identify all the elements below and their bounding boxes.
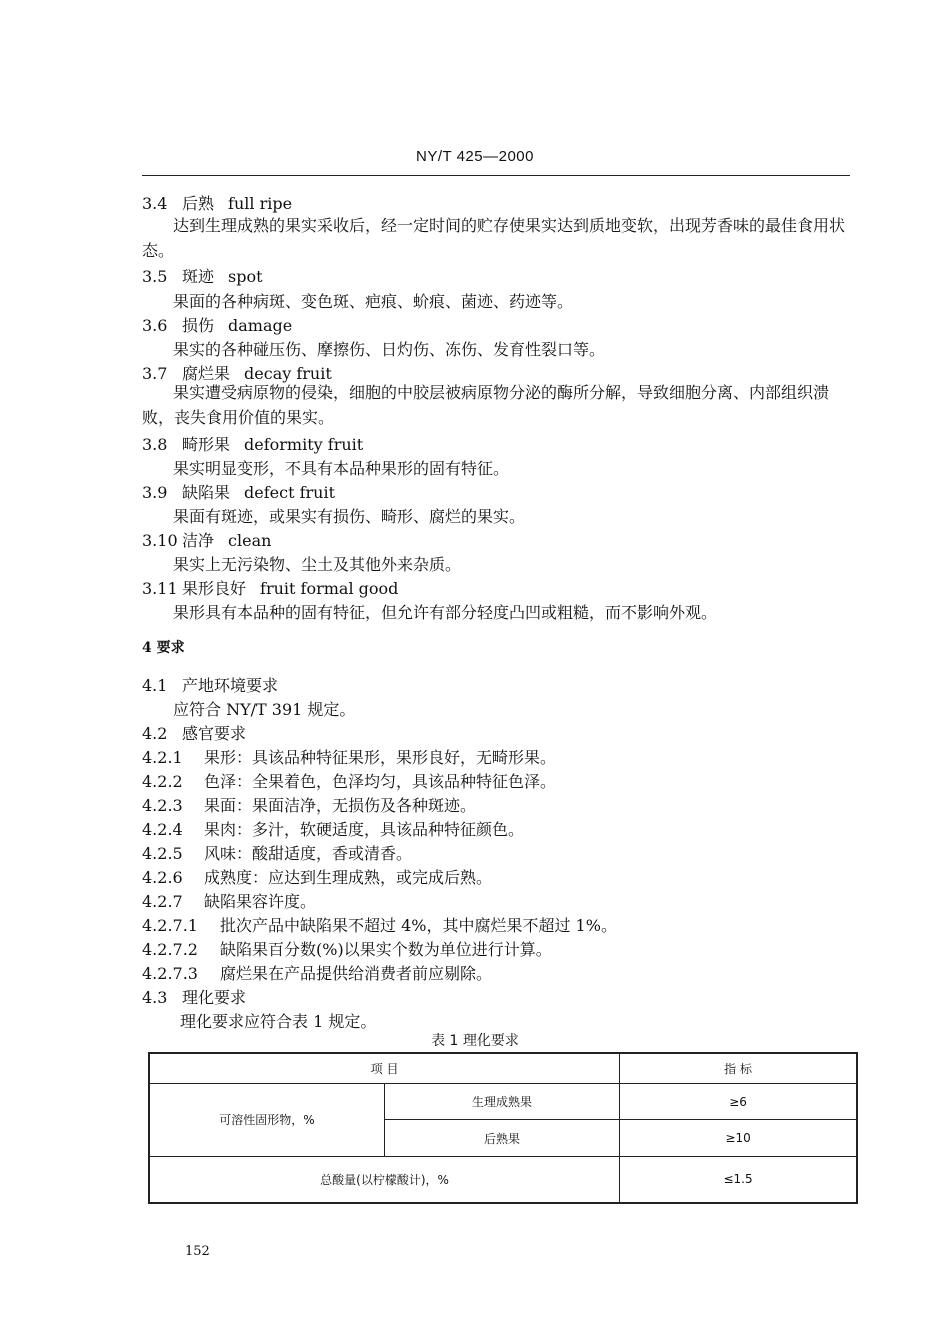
term-english: fruit formal good [260,579,399,598]
table-header-row [149,1053,857,1083]
clause-number: 4.2.7.3 [142,964,198,983]
term-definition-3-9: 果面有斑迹，或果实有损伤、畸形、腐烂的果实。 [173,507,526,526]
clause-number: 4.2.7.2 [142,940,198,959]
term-heading-3-6 [142,313,292,336]
clause-4-3-heading [142,985,246,1008]
term-heading-3-8 [142,432,363,455]
clause-text: 色泽：全果着色，色泽均匀，具该品种特征色泽。 [204,772,557,791]
clause-text: 风味：酸甜适度，香或清香。 [204,844,413,863]
clause-text: 缺陷果百分数(%)以果实个数为单位进行计算。 [220,940,552,959]
term-definition-3-5: 果面的各种病斑、变色斑、疤痕、蚧痕、菌迹、药迹等。 [173,292,574,311]
clause-number: 4.2.1 [142,748,183,767]
term-heading-3-9 [142,480,335,503]
clause-4-2-2 [142,769,556,792]
term-english: deformity fruit [244,435,364,454]
header-index-cell: 指 标 [620,1053,857,1083]
term-heading-3-11 [142,576,398,599]
table-row [149,1083,857,1119]
term-definition-3-8: 果实明显变形，不具有本品种果形的固有特征。 [173,459,510,478]
clause-4-2-7-3 [142,961,492,984]
clause-text: 成熟度：应达到生理成熟，或完成后熟。 [204,868,493,887]
clause-4-1-body: 应符合 NY/T 391 规定。 [173,700,356,719]
clause-4-2-3 [142,793,476,816]
term-chinese: 后熟 [182,194,215,213]
clause-text: 批次产品中缺陷果不超过 4%，其中腐烂果不超过 1%。 [220,916,617,935]
after-ripening-cell: 后熟果 [384,1120,619,1156]
term-heading-3-4 [142,191,292,214]
term-chinese: 损伤 [182,316,215,335]
term-chinese: 果形良好 [182,579,247,598]
clause-text: 缺陷果容许度。 [204,892,317,911]
clause-number: 4.2 [142,724,168,743]
clause-number: 4.3 [142,988,168,1007]
term-english: full ripe [228,194,293,213]
clause-number: 4.2.7 [142,892,183,911]
clause-4-2-6 [142,865,492,888]
term-chinese: 斑迹 [182,267,215,286]
section-4-title: 4 要求 [142,640,185,656]
term-definition-3-11: 果形具有本品种的固有特征，但允许有部分轻度凸凹或粗糙，而不影响外观。 [173,603,718,622]
clause-4-2-7 [142,889,316,912]
term-definition-3-4: 达到生理成熟的果实采收后，经一定时间的贮存使果实达到质地变软，出现芳香味的最佳食用状态。 [142,216,846,260]
term-english: damage [228,316,293,335]
clause-text: 果肉：多汁，软硬适度，具该品种特征颜色。 [204,820,525,839]
term-english: decay fruit [244,364,332,383]
clause-text: 果形：具该品种特征果形，果形良好，无畸形果。 [204,748,557,767]
term-number: 3.8 [142,435,168,454]
term-number: 3.4 [142,194,168,213]
total-acid-label-cell: 总酸量(以柠檬酸计)，% [149,1156,620,1203]
clause-4-2-4 [142,817,524,840]
clause-text: 果面：果面洁净，无损伤及各种斑迹。 [204,796,477,815]
table-row [149,1156,857,1203]
clause-number: 4.2.7.1 [142,916,198,935]
header-item-cell: 项 目 [149,1053,620,1083]
clause-4-3-body: 理化要求应符合表 1 规定。 [180,1012,377,1031]
clause-number: 4.2.4 [142,820,183,839]
term-number: 3.11 [142,579,178,598]
term-number: 3.5 [142,267,168,286]
page-number: 152 [185,1244,210,1259]
term-chinese: 畸形果 [182,435,231,454]
clause-4-1-heading [142,673,278,696]
clause-number: 4.2.5 [142,844,183,863]
clause-4-2-7-2 [142,937,552,960]
after-ripening-value-cell: ≥10 [620,1120,857,1156]
clause-4-2-heading [142,721,246,744]
term-chinese: 洁净 [182,531,215,550]
term-chinese: 腐烂果 [182,364,231,383]
term-english: defect fruit [244,483,336,502]
term-definition-3-6: 果实的各种碰压伤、摩擦伤、日灼伤、冻伤、发育性裂口等。 [173,340,606,359]
clause-number: 4.2.2 [142,772,183,791]
term-definition-3-7: 果实遭受病原物的侵染，细胞的中胶层被病原物分泌的酶所分解，导致细胞分离、内部组织溃败，丧失食用价值的果实。 [142,383,830,427]
term-chinese: 缺陷果 [182,483,231,502]
term-definition-3-10: 果实上无污染物、尘土及其他外来杂质。 [173,555,462,574]
term-english: clean [228,531,272,550]
clause-number: 4.2.6 [142,868,183,887]
clause-4-2-5 [142,841,412,864]
term-number: 3.10 [142,531,178,550]
clause-4-2-1 [142,745,556,768]
clause-title: 产地环境要求 [182,676,279,695]
table-caption: 表 1 理化要求 [431,1033,519,1049]
term-english: spot [228,267,263,286]
term-number: 3.6 [142,316,168,335]
term-number: 3.7 [142,364,168,383]
requirements-table [148,1052,858,1204]
term-heading-3-5 [142,264,263,287]
clause-number: 4.1 [142,676,168,695]
clause-text: 腐烂果在产品提供给消费者前应剔除。 [220,964,493,983]
total-acid-value-cell: ≤1.5 [620,1156,857,1203]
header-rule [142,175,850,176]
term-number: 3.9 [142,483,168,502]
clause-4-2-7-1 [142,913,617,936]
term-heading-3-10 [142,528,271,551]
physiological-maturity-cell: 生理成熟果 [384,1083,619,1119]
soluble-solids-label-cell: 可溶性固形物，% [149,1083,384,1156]
standard-code-header: NY/T 425—2000 [416,148,534,165]
clause-title: 理化要求 [182,988,247,1007]
clause-number: 4.2.3 [142,796,183,815]
clause-title: 感官要求 [182,724,247,743]
physiological-maturity-value-cell: ≥6 [620,1083,857,1119]
